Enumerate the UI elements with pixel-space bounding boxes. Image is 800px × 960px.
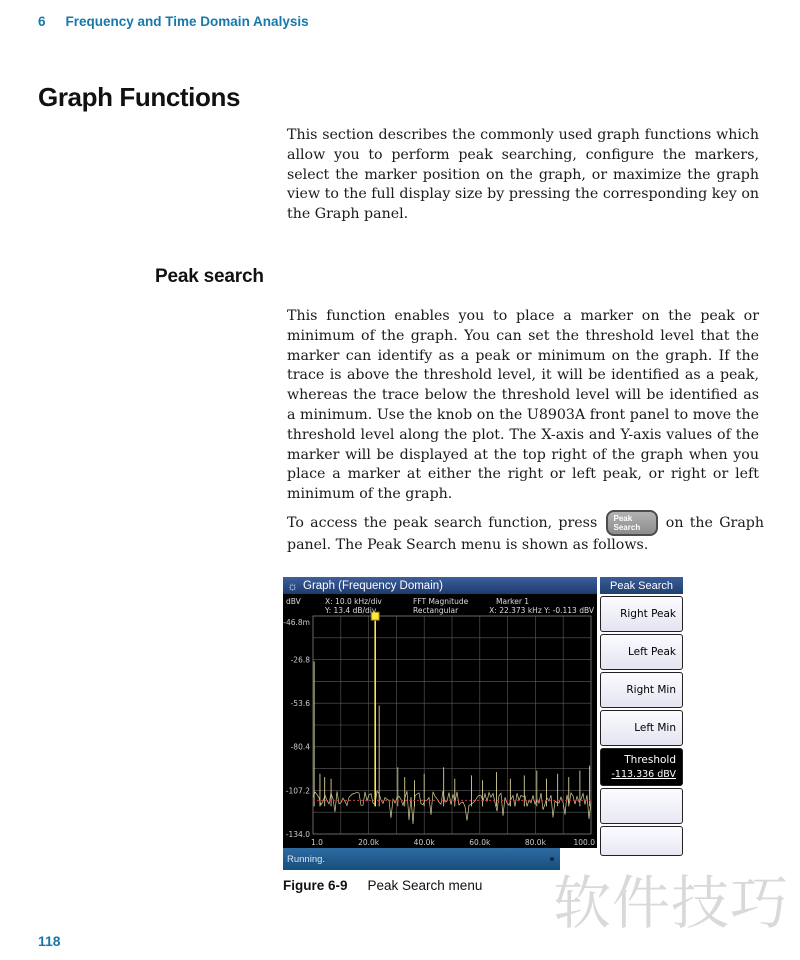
figure-caption-text: Peak Search menu (367, 878, 483, 893)
figure-caption (283, 878, 482, 893)
sun-icon: ☼ (287, 578, 298, 593)
x-axis-label: 100.0 (573, 838, 595, 847)
y-axis-label: -26.8 (290, 655, 310, 665)
y-axis-label: -80.4 (290, 742, 310, 752)
access-text-pre: To access the peak search function, press (287, 515, 598, 531)
y-axis-label: -46.8m (283, 618, 310, 627)
peak-search-key-button[interactable] (606, 510, 658, 536)
x-axis-label: 1.0 (311, 838, 323, 847)
x-axis-label: 80.0k (524, 838, 546, 847)
watermark: 软件技巧 (553, 869, 790, 937)
threshold-button[interactable] (600, 748, 683, 786)
menu-empty-button[interactable] (600, 826, 683, 856)
status-text: Running. (287, 853, 326, 865)
x-axis-label: 60.0k (469, 838, 491, 847)
chapter-title: Frequency and Time Domain Analysis (65, 14, 309, 29)
chapter-header (38, 14, 309, 29)
info-fft-window: Rectangular (413, 606, 459, 615)
peak-search-key-line1: Peak (613, 514, 633, 523)
x-axis-label: 20.0k (358, 838, 380, 847)
graph-pane (283, 577, 597, 870)
graph-titlebar (283, 577, 597, 594)
threshold-label: Threshold (624, 754, 676, 766)
figure-screenshot (283, 577, 683, 870)
chapter-number: 6 (38, 14, 46, 29)
access-text-post: on the Graph panel. The Peak Search menu is shown as follows. (287, 515, 765, 553)
marker-label: Marker 1 (496, 597, 530, 606)
access-paragraph (287, 510, 764, 556)
right-peak-button[interactable]: Right Peak (600, 596, 683, 632)
menu-header: Peak Search (600, 577, 683, 594)
right-min-button[interactable]: Right Min (600, 672, 683, 708)
left-min-button[interactable]: Left Min (600, 710, 683, 746)
peak-search-menu (600, 577, 683, 858)
y-axis-label: -53.6 (290, 699, 310, 708)
menu-empty-button[interactable] (600, 788, 683, 824)
left-peak-button[interactable]: Left Peak (600, 634, 683, 670)
graph-window-title: Graph (Frequency Domain) (303, 579, 443, 592)
info-y-scale: Y: 13.4 dB/div (325, 606, 377, 615)
intro-paragraph: This section describes the commonly used graph functions which allow you to perform peak searching, configure the markers, select the marker position on the graph, or maximize the graph view to the full display size by pressing the corresponding key on the Graph panel. (287, 127, 759, 223)
y-axis-label: -134.0 (285, 830, 310, 839)
info-fft-type: FFT Magnitude (413, 597, 469, 606)
section-title: Graph Functions (38, 82, 241, 112)
page-number: 118 (38, 933, 61, 949)
peak-search-key-line2: Search (613, 523, 641, 532)
peak-search-paragraph: This function enables you to place a marker on the peak or minimum of the graph. You can set the threshold level that the marker can identify as a peak or minimum on the graph. If the trace is above the threshold level, it will be identified as a peak, whereas the trace below the threshold level will be identified as a minimum. Use the knob on the U8903A front panel to move the threshold level along the plot. The X-axis and Y-axis values of the marker will be displayed at the top right of the graph when you place a marker at either the right or left peak, or right or left minimum of the graph. (287, 308, 759, 503)
info-x-scale: X: 10.0 kHz/div (325, 597, 382, 606)
peak-search-heading: Peak search (155, 266, 264, 287)
y-axis-unit: dBV (286, 597, 301, 606)
y-axis-label: -107.2 (285, 786, 310, 796)
spectrum-plot (283, 594, 597, 848)
marker-value: X: 22.373 kHz Y: -0.113 dBV (489, 606, 594, 615)
figure-caption-label: Figure 6-9 (283, 878, 348, 893)
status-bar (283, 848, 560, 870)
threshold-value: -113.336 dBV (611, 769, 676, 780)
x-axis-label: 40.0k (413, 838, 435, 847)
